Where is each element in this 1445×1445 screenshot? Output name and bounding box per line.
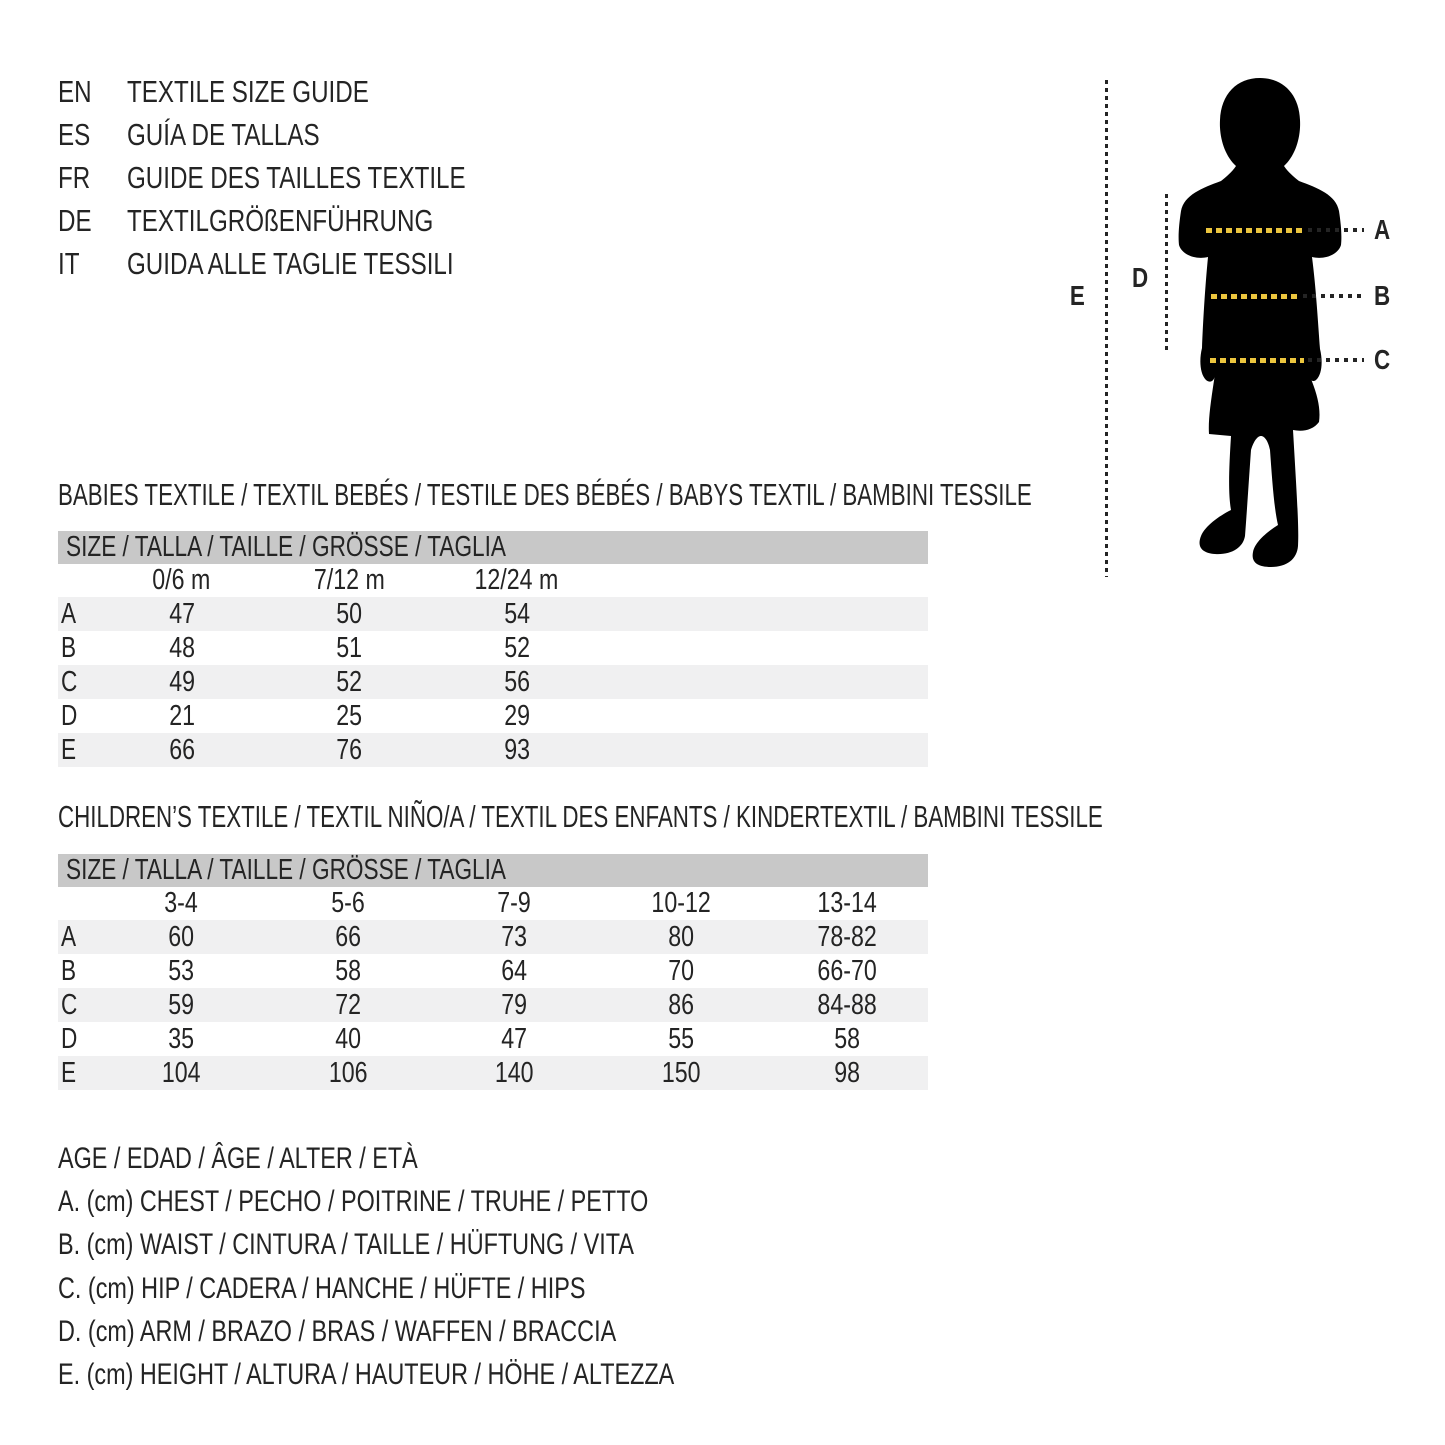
column-header: 7-9: [497, 887, 532, 919]
cell-value: 80: [667, 920, 694, 953]
size-header-label: SIZE / TALLA / TAILLE / GRÖSSE / TAGLIA: [66, 854, 507, 886]
cell-value: 66: [334, 920, 361, 953]
column-header: 7/12 m: [313, 564, 385, 596]
table-row-c: [58, 665, 928, 699]
cell-value: 106: [328, 1056, 368, 1089]
measure-label-c: C: [1374, 344, 1391, 375]
cell-value: 40: [334, 1022, 361, 1055]
table-row-b: [58, 631, 928, 665]
measure-label-a: A: [1374, 214, 1391, 245]
row-label: E: [61, 1056, 77, 1089]
cell-value: 58: [834, 1022, 861, 1055]
cell-value: 58: [334, 954, 361, 987]
table-row-e: [58, 1056, 928, 1090]
measure-label-d: D: [1132, 262, 1149, 293]
cell-value: 70: [667, 954, 694, 987]
language-code: EN: [58, 74, 92, 109]
cell-value: 47: [501, 1022, 528, 1055]
language-code: DE: [58, 203, 92, 238]
cell-value: 51: [336, 631, 363, 664]
row-label: A: [61, 597, 77, 630]
table-row-c: [58, 988, 928, 1022]
column-header: 0/6 m: [152, 564, 211, 596]
cell-value: 66: [168, 733, 195, 766]
cell-value: 49: [168, 665, 195, 698]
cell-value: 56: [503, 665, 530, 698]
language-code: FR: [58, 160, 91, 195]
size-header-label: SIZE / TALLA / TAILLE / GRÖSSE / TAGLIA: [66, 531, 507, 563]
children-column-header-row: [58, 887, 928, 920]
cell-value: 66-70: [817, 954, 877, 987]
cell-value: 84-88: [817, 988, 877, 1021]
cell-value: 25: [336, 699, 363, 732]
cell-value: 53: [168, 954, 195, 987]
cell-value: 55: [667, 1022, 694, 1055]
cell-value: 64: [501, 954, 528, 987]
cell-value: 47: [168, 597, 195, 630]
cell-value: 150: [661, 1056, 701, 1089]
language-title: GUIDE DES TAILLES TEXTILE: [127, 160, 466, 195]
legend-line-hip: C. (cm) HIP / CADERA / HANCHE / HÜFTE / HIPS: [58, 1272, 586, 1305]
column-header: 3-4: [164, 887, 199, 919]
cell-value: 60: [168, 920, 195, 953]
measure-label-e: E: [1069, 280, 1085, 311]
waist-measure-dash: [1211, 294, 1299, 299]
cell-value: 21: [168, 699, 195, 732]
table-row-b: [58, 954, 928, 988]
cell-value: 48: [168, 631, 195, 664]
cell-value: 98: [834, 1056, 861, 1089]
row-label: B: [61, 954, 77, 987]
arm-measure-line-d: [1165, 194, 1168, 352]
table-row-d: [58, 1022, 928, 1056]
cell-value: 35: [168, 1022, 195, 1055]
row-label: B: [61, 631, 77, 664]
row-label: D: [61, 1022, 78, 1055]
column-header: 13-14: [817, 887, 877, 919]
cell-value: 73: [501, 920, 528, 953]
column-header: 10-12: [651, 887, 711, 919]
language-title: GUÍA DE TALLAS: [127, 117, 320, 152]
cell-value: 140: [494, 1056, 534, 1089]
legend-line-chest: A. (cm) CHEST / PECHO / POITRINE / TRUHE / PETTO: [58, 1185, 649, 1218]
row-label: D: [61, 699, 78, 732]
table-row-a: [58, 920, 928, 954]
children-size-table: [58, 854, 928, 1090]
row-label: E: [61, 733, 77, 766]
cell-value: 79: [501, 988, 528, 1021]
babies-size-header-bar: [58, 531, 928, 564]
cell-value: 59: [168, 988, 195, 1021]
legend-line-arm: D. (cm) ARM / BRAZO / BRAS / WAFFEN / BRACCIA: [58, 1315, 617, 1348]
cell-value: 104: [161, 1056, 201, 1089]
children-section-title: CHILDREN’S TEXTILE / TEXTIL NIÑO/A / TEXTIL DES ENFANTS / KINDERTEXTIL / BAMBINI TESSILE: [58, 799, 1103, 834]
table-row-a: [58, 597, 928, 631]
cell-value: 29: [503, 699, 530, 732]
language-title: GUIDA ALLE TAGLIE TESSILI: [127, 246, 454, 281]
children-size-header-bar: [58, 854, 928, 887]
column-header: 5-6: [330, 887, 365, 919]
legend-line-waist: B. (cm) WAIST / CINTURA / TAILLE / HÜFTUNG / VITA: [58, 1228, 634, 1261]
babies-size-table: [58, 531, 928, 767]
cell-value: 76: [336, 733, 363, 766]
language-title: TEXTILE SIZE GUIDE: [127, 74, 369, 109]
chest-measure-dash: [1206, 228, 1304, 233]
legend-line-age: AGE / EDAD / ÂGE / ALTER / ETÀ: [58, 1142, 418, 1175]
cell-value: 86: [667, 988, 694, 1021]
table-row-e: [58, 733, 928, 767]
column-header: 12/24 m: [474, 564, 559, 596]
table-row-d: [58, 699, 928, 733]
row-label: A: [61, 920, 77, 953]
measure-label-b: B: [1374, 280, 1391, 311]
language-title: TEXTILGRÖßENFÜHRUNG: [127, 203, 434, 238]
waist-measure-dots: [1303, 294, 1364, 298]
language-code: IT: [58, 246, 80, 281]
cell-value: 50: [336, 597, 363, 630]
cell-value: 93: [503, 733, 530, 766]
hip-measure-dash: [1210, 358, 1304, 363]
language-code: ES: [58, 117, 91, 152]
cell-value: 54: [503, 597, 530, 630]
legend-line-height: E. (cm) HEIGHT / ALTURA / HAUTEUR / HÖHE / ALTEZZA: [58, 1358, 675, 1391]
chest-measure-dots: [1308, 228, 1364, 232]
row-label: C: [61, 988, 78, 1021]
cell-value: 52: [336, 665, 363, 698]
row-label: C: [61, 665, 78, 698]
babies-section-title: BABIES TEXTILE / TEXTIL BEBÉS / TESTILE DES BÉBÉS / BABYS TEXTIL / BAMBINI TESSILE: [58, 477, 1032, 512]
cell-value: 78-82: [817, 920, 877, 953]
cell-value: 72: [334, 988, 361, 1021]
cell-value: 52: [503, 631, 530, 664]
babies-column-header-row: [58, 564, 928, 597]
hip-measure-dots: [1308, 358, 1364, 362]
